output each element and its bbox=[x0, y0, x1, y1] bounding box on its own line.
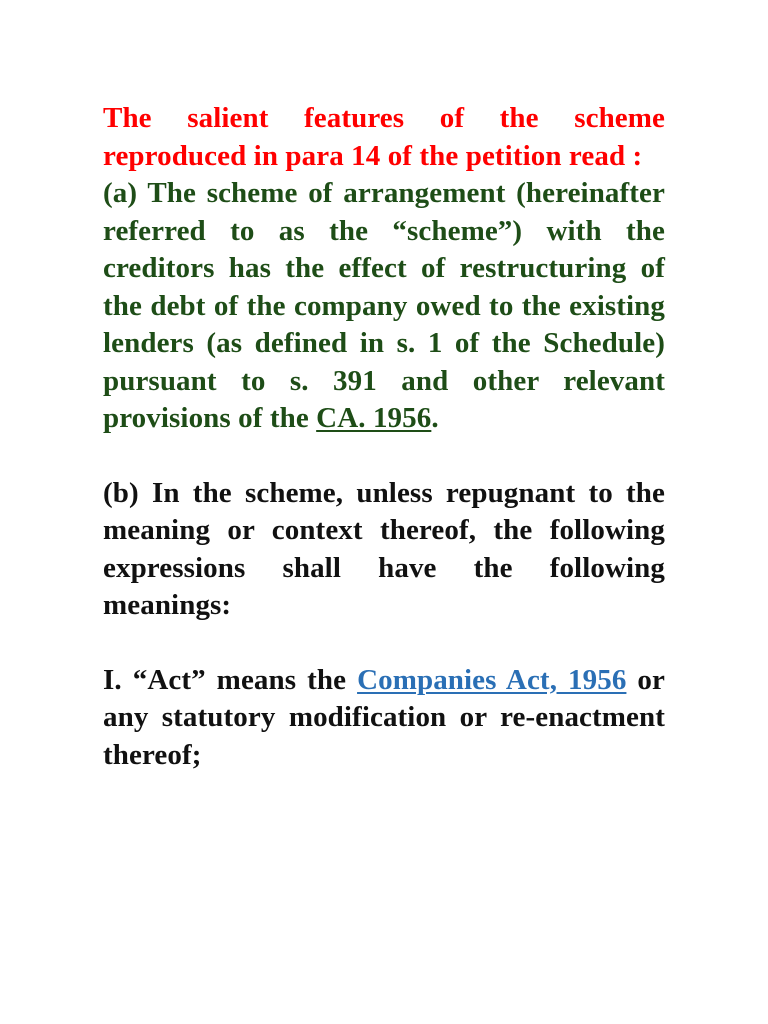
paragraph-a-text: (a) The scheme of arrangement (hereinafter referred to as the “scheme”) with the creditors has the effect of restructuring of the debt of the company owed to the existing lenders (as defined in s. 1 of the Schedule) pursuant to s. 391 and other relevant provisions of the bbox=[103, 177, 665, 434]
intro-paragraph bbox=[103, 100, 665, 175]
paragraph-i-text: I. “Act” means the bbox=[103, 663, 358, 696]
paragraph-i bbox=[103, 662, 665, 775]
document-page bbox=[103, 100, 665, 774]
paragraph-spacer bbox=[103, 625, 665, 662]
paragraph-spacer bbox=[103, 438, 665, 475]
paragraph-i-end: or any statutory modification or re-enactment thereof; bbox=[103, 663, 665, 771]
intro-text: The salient features of the scheme reproduced in para 14 of the petition read : bbox=[103, 102, 665, 172]
paragraph-b-text: (b) In the scheme, unless repugnant to the meaning or context thereof, the following expressions shall have the following meanings: bbox=[103, 476, 665, 621]
paragraph-a bbox=[103, 175, 665, 438]
ca-1956-link[interactable]: CA. 1956 bbox=[316, 402, 432, 434]
companies-act-link[interactable]: Companies Act, 1956 bbox=[357, 663, 627, 696]
paragraph-a-end: . bbox=[431, 402, 439, 434]
paragraph-b bbox=[103, 475, 665, 625]
